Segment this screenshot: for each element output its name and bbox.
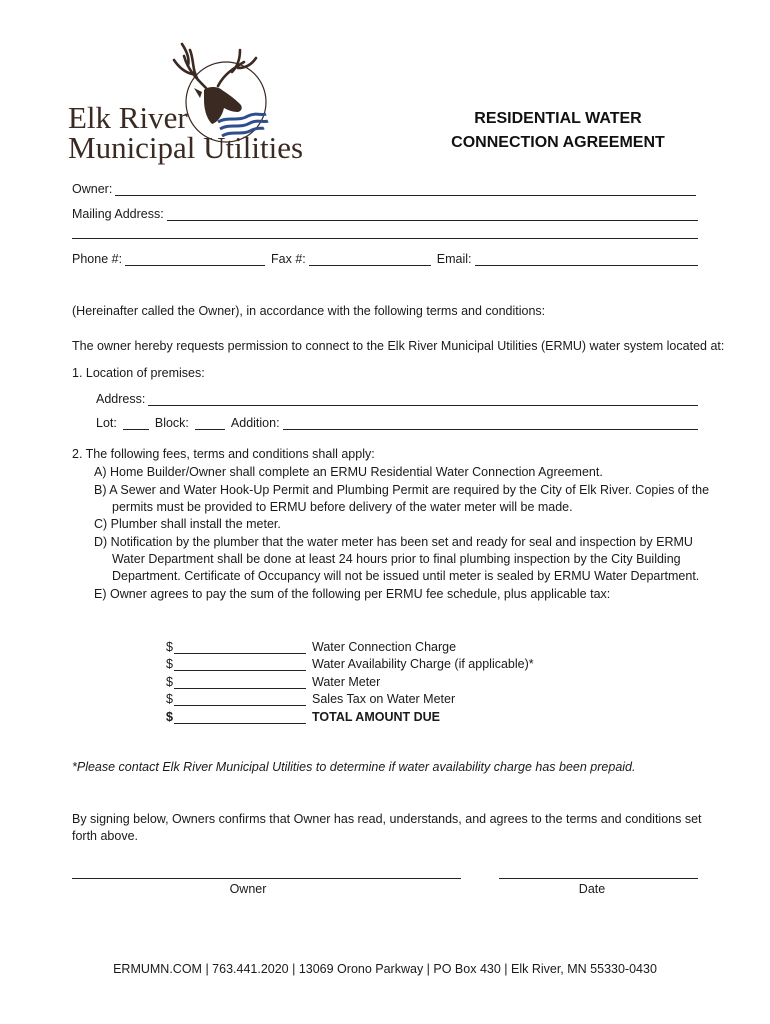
- date-signature-label: Date: [578, 882, 606, 896]
- mailing-field[interactable]: [167, 207, 698, 221]
- lot-field[interactable]: [123, 416, 149, 430]
- footer-contact: ERMUMN.COM | 763.441.2020 | 13069 Orono Parkway | PO Box 430 | Elk River, MN 55330-0430: [113, 962, 657, 976]
- request-text: The owner hereby requests permission to connect to the Elk River Municipal Utilities (ERMU) water system located at:: [72, 339, 725, 353]
- condition-a: A) Home Builder/Owner shall complete an ERMU Residential Water Connection Agreement.: [94, 465, 603, 479]
- signing-statement-2: forth above.: [72, 829, 139, 843]
- fax-field[interactable]: [309, 252, 431, 266]
- fee-amount-field[interactable]: [174, 693, 306, 706]
- premises-address-row: [96, 388, 698, 406]
- intro-text: (Hereinafter called the Owner), in accordance with the following terms and conditions:: [72, 304, 546, 318]
- conditions-heading: 2. The following fees, terms and conditions shall apply:: [72, 447, 375, 461]
- currency-symbol: $: [166, 692, 173, 706]
- location-heading: 1. Location of premises:: [72, 366, 205, 380]
- premises-address-label: Address:: [96, 392, 146, 406]
- total-amount-field[interactable]: [174, 711, 306, 724]
- fee-row: [166, 637, 457, 654]
- fee-row: [166, 672, 381, 689]
- fee-row: [166, 689, 456, 706]
- block-field[interactable]: [195, 416, 225, 430]
- lot-block-row: [96, 412, 698, 430]
- logo-line-1: Elk River: [68, 100, 188, 135]
- mailing-label: Mailing Address:: [72, 207, 164, 221]
- logo-line-2: Municipal Utilities: [68, 130, 304, 165]
- condition-c: C) Plumber shall install the meter.: [94, 517, 281, 531]
- owner-field[interactable]: [115, 182, 696, 196]
- fax-label: Fax #:: [271, 252, 306, 266]
- email-label: Email:: [436, 252, 472, 266]
- condition-b: B) A Sewer and Water Hook-Up Permit and Plumbing Permit are required by the City of Elk River. Copies of the: [94, 483, 710, 497]
- owner-row: [72, 178, 696, 196]
- contact-row: [72, 248, 698, 266]
- block-label: Block:: [154, 416, 189, 430]
- fee-amount-field[interactable]: [174, 641, 306, 654]
- currency-symbol: $: [166, 640, 173, 654]
- fee-row: [166, 654, 534, 671]
- mailing-field-line-2[interactable]: [72, 226, 698, 239]
- owner-signature-label: Owner: [229, 882, 267, 896]
- premises-address-field[interactable]: [148, 392, 698, 406]
- currency-symbol: $: [166, 657, 173, 671]
- title-line-1: RESIDENTIAL WATER: [474, 110, 642, 127]
- total-label: TOTAL AMOUNT DUE: [312, 710, 441, 724]
- condition-d-cont-2: Department. Certificate of Occupancy will not be issued until meter is sealed by ERMU Water Department.: [112, 569, 700, 583]
- email-field[interactable]: [475, 252, 698, 266]
- fee-label: Water Connection Charge: [312, 640, 457, 654]
- fee-label: Water Availability Charge (if applicable)*: [312, 657, 534, 671]
- availability-note: *Please contact Elk River Municipal Utilities to determine if water availability charge has been prepaid.: [72, 760, 636, 774]
- date-signature-line[interactable]: [499, 866, 698, 879]
- phone-label: Phone #:: [72, 252, 123, 266]
- phone-field[interactable]: [125, 252, 265, 266]
- condition-d-cont-1: Water Department shall be done at least 24 hours prior to final plumbing inspection by the City Building: [112, 552, 681, 566]
- fee-label: Water Meter: [312, 675, 381, 689]
- addition-field[interactable]: [283, 416, 698, 430]
- currency-symbol: $: [166, 710, 173, 724]
- condition-b-cont: permits must be provided to ERMU before delivery of the water meter will be made.: [112, 500, 573, 514]
- fee-amount-field[interactable]: [174, 658, 306, 671]
- owner-signature-line[interactable]: [72, 866, 461, 879]
- company-logo: [68, 40, 318, 165]
- fee-total-row: [166, 707, 441, 724]
- lot-label: Lot:: [96, 416, 117, 430]
- title-line-2: CONNECTION AGREEMENT: [451, 134, 665, 151]
- fee-amount-field[interactable]: [174, 676, 306, 689]
- owner-label: Owner:: [72, 182, 113, 196]
- addition-label: Addition:: [230, 416, 280, 430]
- document-title: [428, 107, 688, 155]
- fee-label: Sales Tax on Water Meter: [312, 692, 456, 706]
- condition-d: D) Notification by the plumber that the water meter has been set and ready for seal and inspection by ERMU: [94, 535, 693, 549]
- mailing-row: [72, 203, 698, 221]
- currency-symbol: $: [166, 675, 173, 689]
- signing-statement-1: By signing below, Owners confirms that Owner has read, understands, and agrees to the terms and conditions set: [72, 812, 702, 826]
- condition-e: E) Owner agrees to pay the sum of the following per ERMU fee schedule, plus applicable tax:: [94, 587, 611, 601]
